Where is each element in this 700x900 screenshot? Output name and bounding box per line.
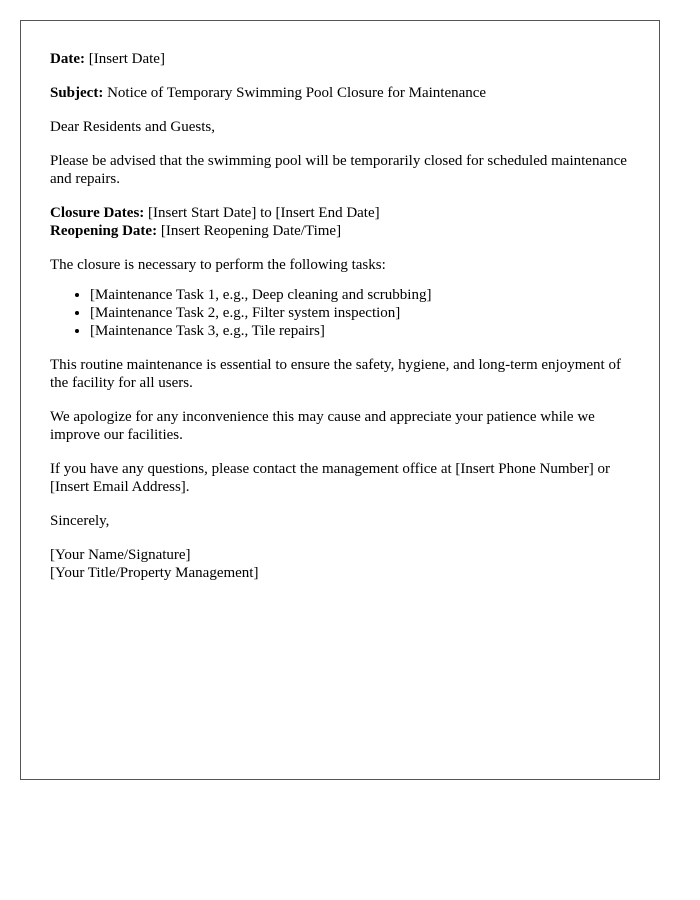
date-label: Date: xyxy=(50,51,85,67)
intro-paragraph: Please be advised that the swimming pool will be temporarily closed for scheduled maintenance and repairs. xyxy=(50,153,627,187)
list-item: • [Maintenance Task 2, e.g., Filter system inspection] xyxy=(90,304,631,322)
greeting: Dear Residents and Guests, xyxy=(50,119,215,135)
closure-dates-value: [Insert Start Date] to [Insert End Date] xyxy=(148,205,380,221)
reopening-date-label: Reopening Date: xyxy=(50,223,158,239)
signature-name: [Your Name/Signature] xyxy=(50,547,191,563)
closure-dates-line xyxy=(50,204,631,222)
list-item: • [Maintenance Task 3, e.g., Tile repairs] xyxy=(90,322,631,340)
apology-paragraph: We apologize for any inconvenience this may cause and appreciate your patience while we improve our facilities. xyxy=(50,409,595,443)
closing: Sincerely, xyxy=(50,513,110,529)
subject-line xyxy=(50,84,631,102)
closure-dates-label: Closure Dates: xyxy=(50,205,145,221)
list-item: • [Maintenance Task 1, e.g., Deep cleaning and scrubbing] xyxy=(90,286,631,304)
date-line xyxy=(50,50,631,68)
task-list xyxy=(50,286,631,340)
date-value: [Insert Date] xyxy=(88,51,165,67)
signature-title: [Your Title/Property Management] xyxy=(50,565,259,581)
subject-value: Notice of Temporary Swimming Pool Closure for Maintenance xyxy=(107,85,487,101)
subject-label: Subject: xyxy=(50,85,104,101)
reopening-date-line xyxy=(50,222,631,240)
letter-frame xyxy=(20,20,660,780)
purpose-paragraph: This routine maintenance is essential to ensure the safety, hygiene, and long-term enjoyment of the facility for all users. xyxy=(50,357,621,391)
contact-paragraph: If you have any questions, please contact the management office at [Insert Phone Number] or [Insert Email Address]. xyxy=(50,461,610,495)
reopening-date-value: [Insert Reopening Date/Time] xyxy=(160,223,342,239)
tasks-intro: The closure is necessary to perform the following tasks: xyxy=(50,257,386,273)
